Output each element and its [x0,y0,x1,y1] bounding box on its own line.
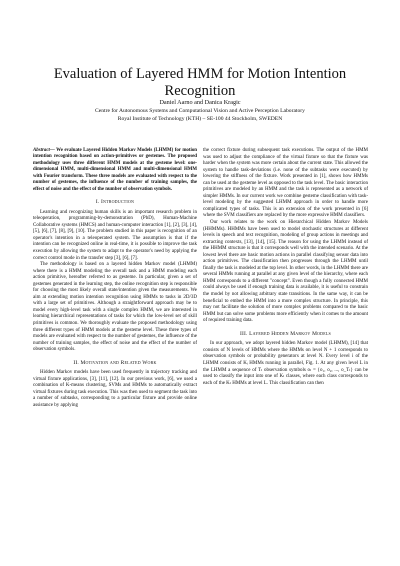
related-work-continued-paragraph: the correct fixture during subsequent task executions. The output of the HMM was used to adjust the compliance of the virtual fixture so that the fixture was harder when the system was more certain about the current state. This allowed the system to handle task-deviations (i.e. none of the subtasks were executed) by lowering the stiffness of the fixture. Work presented in [1], shows how HMMs can be used at the gesteme level as opposed to the task level. The basic interaction primitives are modeled by an HMM and the task is represented as a network of simpler HMMs. In our current work we combine gesteme classification with task-level modeling by the suggested LHMM approach in order to handle more complicated types of tasks. This is an extension of the work presented in [6] where the SVM classifiers are replaced by the more expressive HMM classifiers. [203,148,368,219]
abstract [33,148,197,193]
left-column [33,148,197,410]
related-work-paragraph-1: Hidden Markov models have been used frequently in trajectory tracking and virtual fixture applications, [3], [11], [12]. In our previous work, [6], we used a combination of K-means clustering, SVMs and HMMs to automatically extract virtual fixtures during task execution. This was then used to segment the task into a number of subtasks, corresponding to a particular fixture and provide online assistance by applying [33,370,197,409]
intro-paragraph-2: The methodology is based on a layered hidden Markov model (LHMM) where there is a HMM modeling the overall task and a HMM modeling each action primitive, hereafter referred to as gesteme. In particular, given a set of gestemes generated in the learning step, the online recognition step is responsible for choosing the most likely overall state/intention given the measurements. We aim at extending motion intention recognition using HMMs to tasks in 2D/3D with a large set of primitives. Although a straightforward approach may be to model every high-level task with a single complex HMM, we are interested in learning hierarchical representations of tasks for which the low-level set of skill primitives is common. We thoroughly evaluate the proposed methodology using three different types of HMM models at the gesteme level. These three types of models are evaluated with respect to the number of gestemes, the influence of the number of training samples, the effect of noise and the effect of the number of observation symbols. [33,262,197,353]
abstract-label: Abstract [33,148,50,153]
paper-affiliation [20,108,380,123]
intro-paragraph-1: Learning and recognizing human skills is an important research problem in teleoperation, programming-by-demonstration (PbD), Human-Machine Collaborative systems (HMCS) and human-computer interaction [1], [2], [3], [4], [5], [6], [7], [8], [9], [10]. The problem studied in this paper is recognition of an operator's intention in a teleoperated system. The assumption is that if the intention can be recognized online in real-time, it is possible to improve the task execution by allowing the system to adapt to the operator's need by applying the correct control mode in the transfer step [3], [6], [7]. [33,209,197,261]
paper-title: Evaluation of Layered HMM for Motion Intention Recognition [53,66,347,99]
abstract-text: — We evaluate Layered Hidden Markov Models (LHMM) for motion intention recognition based on action-primitives or gestemes. The proposed methodology uses three different HMM models at the gesteme level: one-dimensional HMM, multi-dimensional HMM and multi-dimensional HMM with Fourier transform. These three models are evaluated with respect to the number of gestemes, the influence of the number of training samples, the effect of noise and the effect of the number of observation symbols. [33,148,197,192]
paper-authors: Daniel Aarno and Danica Kragic [159,99,241,106]
related-work-paragraph-2: Our work relates to the work on Hierarchical Hidden Markov Models (HHMMs). HHMMs have been used to model stochastic structures at different levels in speech and text recognition, modeling of group actions in meetings and extracting contexts, [13], [14], [15]. The reason for using the LHMM instead of the HHMM structure is that it corresponds well with the intended scenario. At the lowest level there are basic motion actions in parallel classifying sensor data into action primitives. The classification then progresses through the LHMM until finally the task is modeled at the top level. In other words, in the LHMM there are several HMMs running at parallel at any given level of the hierarchy, where each HMM corresponds to a different "concept". Even though a fully connected HMM could always be used if enough training data is available, it is useful to constrain the model by not allowing arbitrary state transitions. In the same way, it can be beneficial to embed the HMM into a more complex structure. In principle, this may not facilitate the solution of more complex problems compared to the basic HMM but can solve some problems more efficiently when it comes to the amount of required training data. [203,220,368,324]
section-heading-related-work: II. Motivation and Related Work [73,359,157,366]
section-heading-introduction: I. Introduction [95,199,135,206]
right-column [203,148,368,387]
section-heading-lhmm: III. Layered Hidden Markov Models [240,330,331,337]
affiliation-line-2: Royal Institute of Technology (KTH) – SE-100 44 Stockholm, SWEDEN [117,115,283,122]
affiliation-line-1: Centre for Autonomous Systems and Computational Vision and Active Perception Laboratory [95,108,305,114]
lhmm-paragraph-1: In our approach, we adopt layered hidden Markov model (LHMM), [14] that consists of N levels of HMMs where the HMMs on level N + 1 corresponds to observation symbols or probability generators at level N. Every level i of the LHMM consists of Kᵢ HMMs running in parallel, Fig. 1. At any given level L in the LHMM a sequence of Tₗ observation symbols oₗ = {o₁, o₂, ..., o_Tₗ} can be used to classify the input into one of Kₗ classes, where each class corresponds to each of the Kₗ HMMs at level L. This classification can then [203,341,368,386]
